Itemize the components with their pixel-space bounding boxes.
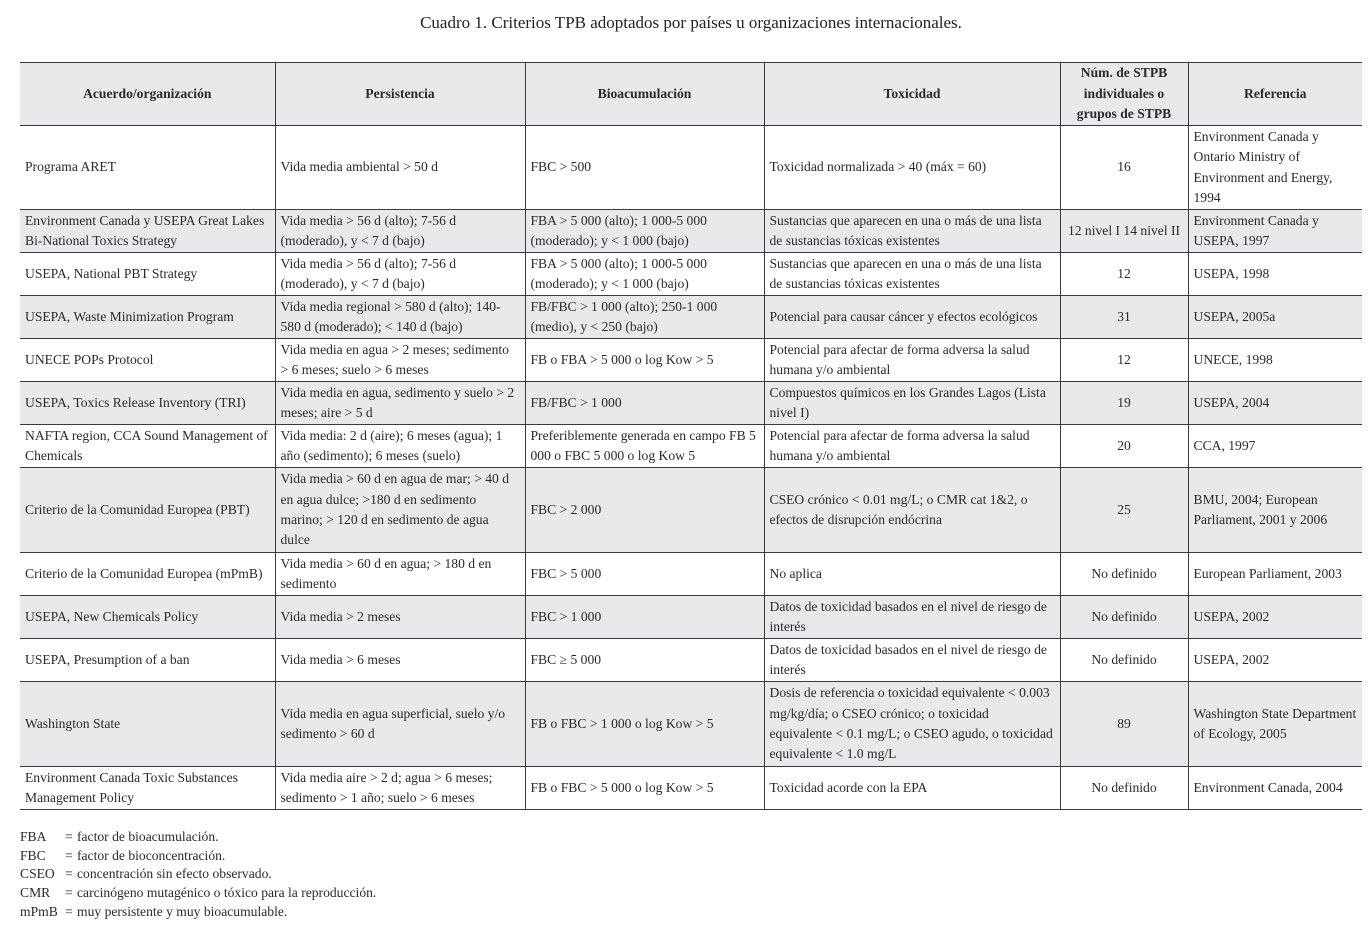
cell-persistence: Vida media > 60 d en agua; > 180 d en sedimento: [275, 553, 525, 596]
cell-bioaccumulation: FB/FBC > 1 000: [525, 382, 764, 425]
footnote-equals: =: [65, 866, 73, 882]
cell-organization: Criterio de la Comunidad Europea (PBT): [20, 468, 275, 553]
footnote-equals: =: [65, 903, 73, 919]
cell-bioaccumulation: FB o FBA > 5 000 o log Kow > 5: [525, 339, 764, 382]
cell-persistence: Vida media aire > 2 d; agua > 6 meses; sedimento > 1 año; suelo > 6 meses: [275, 767, 525, 810]
cell-persistence: Vida media ambiental > 50 d: [275, 126, 525, 210]
cell-reference: USEPA, 2005a: [1188, 296, 1362, 339]
header-toxicity: Toxicidad: [764, 63, 1060, 126]
cell-stpb-count: No definido: [1060, 639, 1188, 682]
footnote: [20, 847, 376, 866]
cell-stpb-count: 19: [1060, 382, 1188, 425]
header-reference: Referencia: [1188, 63, 1362, 126]
table-row: [20, 767, 1362, 810]
table-row: [20, 339, 1362, 382]
cell-organization: Environment Canada Toxic Substances Management Policy: [20, 767, 275, 810]
cell-bioaccumulation: FBA > 5 000 (alto); 1 000-5 000 (moderado); y < 1 000 (bajo): [525, 253, 764, 296]
cell-stpb-count: 12: [1060, 253, 1188, 296]
cell-bioaccumulation: FBA > 5 000 (alto); 1 000-5 000 (moderado); y < 1 000 (bajo): [525, 210, 764, 253]
cell-organization: USEPA, Waste Minimization Program: [20, 296, 275, 339]
cell-bioaccumulation: FBC > 5 000: [525, 553, 764, 596]
criteria-table: [20, 62, 1362, 810]
cell-stpb-count: 20: [1060, 425, 1188, 468]
footnote-equals: =: [65, 847, 73, 863]
cell-toxicity: Potencial para afectar de forma adversa la salud humana y/o ambiental: [764, 425, 1060, 468]
cell-organization: NAFTA region, CCA Sound Management of Chemicals: [20, 425, 275, 468]
footnote-definition: factor de bioacumulación.: [77, 829, 219, 844]
cell-bioaccumulation: FBC > 500: [525, 126, 764, 210]
table-row: [20, 639, 1362, 682]
cell-toxicity: Sustancias que aparecen en una o más de una lista de sustancias tóxicas existentes: [764, 210, 1060, 253]
cell-toxicity: Toxicidad normalizada > 40 (máx = 60): [764, 126, 1060, 210]
cell-organization: Washington State: [20, 682, 275, 767]
cell-reference: Environment Canada, 2004: [1188, 767, 1362, 810]
table-row: [20, 210, 1362, 253]
table-row: [20, 382, 1362, 425]
cell-stpb-count: 12 nivel I 14 nivel II: [1060, 210, 1188, 253]
cell-toxicity: Potencial para afectar de forma adversa la salud humana y/o ambiental: [764, 339, 1060, 382]
footnote-equals: =: [65, 829, 73, 844]
cell-persistence: Vida media > 2 meses: [275, 596, 525, 639]
cell-persistence: Vida media en agua > 2 meses; sedimento > 6 meses; suelo > 6 meses: [275, 339, 525, 382]
footnote-abbr: FBA: [20, 829, 47, 844]
table-row: [20, 253, 1362, 296]
cell-persistence: Vida media: 2 d (aire); 6 meses (agua); 1 año (sedimento); 6 meses (suelo): [275, 425, 525, 468]
cell-persistence: Vida media > 56 d (alto); 7-56 d (moderado), y < 7 d (bajo): [275, 253, 525, 296]
table-row: [20, 126, 1362, 210]
cell-bioaccumulation: FBC > 1 000: [525, 596, 764, 639]
cell-toxicity: Sustancias que aparecen en una o más de una lista de sustancias tóxicas existentes: [764, 253, 1060, 296]
cell-toxicity: No aplica: [764, 553, 1060, 596]
cell-stpb-count: 89: [1060, 682, 1188, 767]
header-stpb-count: Núm. de STPB individuales o grupos de STPB: [1060, 63, 1188, 126]
cell-toxicity: Compuestos químicos en los Grandes Lagos (Lista nivel I): [764, 382, 1060, 425]
cell-organization: USEPA, National PBT Strategy: [20, 253, 275, 296]
cell-stpb-count: No definido: [1060, 596, 1188, 639]
table-row: [20, 296, 1362, 339]
cell-reference: European Parliament, 2003: [1188, 553, 1362, 596]
cell-persistence: Vida media > 60 d en agua de mar; > 40 d en agua dulce; >180 d en sedimento marino; > 120 d en sedimento de agua dulce: [275, 468, 525, 553]
cell-toxicity: Potencial para causar cáncer y efectos ecológicos: [764, 296, 1060, 339]
cell-reference: USEPA, 2004: [1188, 382, 1362, 425]
footnote-abbr: CSEO: [20, 866, 55, 882]
cell-reference: Washington State Department of Ecology, 2005: [1188, 682, 1362, 767]
cell-stpb-count: No definido: [1060, 767, 1188, 810]
cell-stpb-count: 16: [1060, 126, 1188, 210]
footnote-definition: carcinógeno mutagénico o tóxico para la reproducción.: [77, 885, 377, 901]
cell-bioaccumulation: FBC ≥ 5 000: [525, 639, 764, 682]
cell-organization: UNECE POPs Protocol: [20, 339, 275, 382]
cell-toxicity: Datos de toxicidad basados en el nivel de riesgo de interés: [764, 639, 1060, 682]
footnote: [20, 903, 376, 922]
cell-bioaccumulation: Preferiblemente generada en campo FB 5 000 o FBC 5 000 o log Kow 5: [525, 425, 764, 468]
cell-stpb-count: No definido: [1060, 553, 1188, 596]
cell-toxicity: CSEO crónico < 0.01 mg/L; o CMR cat 1&2, o efectos de disrupción endócrina: [764, 468, 1060, 553]
table-row: [20, 682, 1362, 767]
table-row: [20, 468, 1362, 553]
header-persistence: Persistencia: [275, 63, 525, 126]
header-bioaccumulation: Bioacumulación: [525, 63, 764, 126]
table-header-row: [20, 63, 1362, 126]
cell-reference: BMU, 2004; European Parliament, 2001 y 2006: [1188, 468, 1362, 553]
cell-persistence: Vida media en agua superficial, suelo y/o sedimento > 60 d: [275, 682, 525, 767]
footnote: [20, 884, 376, 903]
cell-reference: Environment Canada y Ontario Ministry of Environment and Energy, 1994: [1188, 126, 1362, 210]
cell-organization: USEPA, Toxics Release Inventory (TRI): [20, 382, 275, 425]
footnote-abbr: mPmB: [20, 903, 58, 919]
cell-reference: USEPA, 1998: [1188, 253, 1362, 296]
table-row: [20, 425, 1362, 468]
cell-reference: USEPA, 2002: [1188, 639, 1362, 682]
cell-persistence: Vida media en agua, sedimento y suelo > 2 meses; aire > 5 d: [275, 382, 525, 425]
cell-organization: Criterio de la Comunidad Europea (mPmB): [20, 553, 275, 596]
cell-toxicity: Dosis de referencia o toxicidad equivalente < 0.003 mg/kg/día; o CSEO crónico; o toxicidad equivalente < 0.1 mg/L; o CSEO agudo, o toxicidad equivalente < 1.0 mg/L: [764, 682, 1060, 767]
cell-toxicity: Toxicidad acorde con la EPA: [764, 767, 1060, 810]
cell-bioaccumulation: FB o FBC > 5 000 o log Kow > 5: [525, 767, 764, 810]
cell-toxicity: Datos de toxicidad basados en el nivel de riesgo de interés: [764, 596, 1060, 639]
table-row: [20, 596, 1362, 639]
cell-organization: Programa ARET: [20, 126, 275, 210]
footnote-definition: muy persistente y muy bioacumulable.: [77, 903, 288, 919]
cell-bioaccumulation: FB/FBC > 1 000 (alto); 250-1 000 (medio), y < 250 (bajo): [525, 296, 764, 339]
footnotes: [20, 828, 376, 922]
footnote-abbr: FBC: [20, 847, 46, 863]
cell-organization: USEPA, Presumption of a ban: [20, 639, 275, 682]
cell-reference: Environment Canada y USEPA, 1997: [1188, 210, 1362, 253]
footnote-equals: =: [65, 885, 73, 901]
table-caption: Cuadro 1. Criterios TPB adoptados por países u organizaciones internacionales.: [420, 13, 962, 32]
cell-persistence: Vida media > 56 d (alto); 7-56 d (moderado), y < 7 d (bajo): [275, 210, 525, 253]
cell-organization: USEPA, New Chemicals Policy: [20, 596, 275, 639]
cell-reference: UNECE, 1998: [1188, 339, 1362, 382]
footnote: [20, 828, 376, 847]
cell-reference: CCA, 1997: [1188, 425, 1362, 468]
cell-stpb-count: 25: [1060, 468, 1188, 553]
cell-bioaccumulation: FBC > 2 000: [525, 468, 764, 553]
cell-stpb-count: 31: [1060, 296, 1188, 339]
cell-persistence: Vida media regional > 580 d (alto); 140-580 d (moderado); < 140 d (bajo): [275, 296, 525, 339]
footnote: [20, 865, 376, 884]
cell-bioaccumulation: FB o FBC > 1 000 o log Kow > 5: [525, 682, 764, 767]
table-row: [20, 553, 1362, 596]
cell-stpb-count: 12: [1060, 339, 1188, 382]
cell-reference: USEPA, 2002: [1188, 596, 1362, 639]
footnote-abbr: CMR: [20, 885, 51, 901]
header-organization: Acuerdo/organización: [20, 63, 275, 126]
cell-organization: Environment Canada y USEPA Great Lakes Bi-National Toxics Strategy: [20, 210, 275, 253]
footnote-definition: concentración sin efecto observado.: [77, 866, 272, 882]
footnote-definition: factor de bioconcentración.: [77, 847, 226, 863]
cell-persistence: Vida media > 6 meses: [275, 639, 525, 682]
